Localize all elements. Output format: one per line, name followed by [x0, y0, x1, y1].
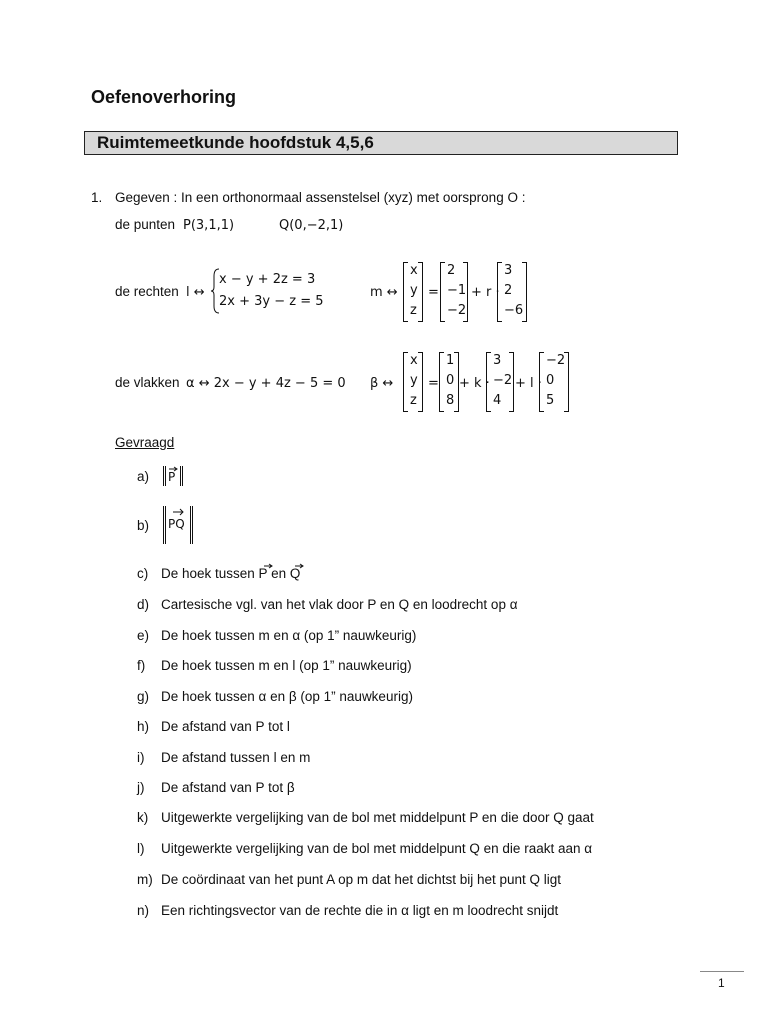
page-title: Oefenoverhoring: [91, 87, 237, 107]
section-title: Ruimtemeetkunde hoofdstuk 4,5,6: [97, 133, 374, 152]
item-key: n): [137, 903, 150, 918]
item-text: De coördinaat van het punt A op m dat het dichtst bij het punt Q ligt: [161, 872, 562, 887]
item-key: b): [137, 518, 150, 533]
item-key: i): [137, 750, 145, 765]
item-key: h): [137, 719, 150, 734]
beta-xyz: x y z: [403, 352, 423, 412]
item-key: k): [137, 810, 149, 825]
item-text: Cartesische vgl. van het vlak door P en Q en loodrecht op α: [161, 597, 518, 612]
item-key: f): [137, 658, 146, 673]
param-r: + r ·: [471, 285, 500, 300]
item-text: Uitgewerkte vergelijking van de bol met middelpunt P en die door Q gaat: [161, 810, 594, 825]
norm-pq-text: PQ: [168, 517, 185, 531]
item-text: De afstand van P tot β: [161, 780, 295, 795]
plane-beta-name: β ↔: [370, 376, 394, 391]
point-p: P(3,1,1): [183, 218, 235, 233]
question-number: 1.: [91, 190, 103, 205]
norm-pq: [163, 506, 193, 544]
beta-dir1-vector: 3 −2 4: [486, 352, 514, 412]
item-key: d): [137, 597, 150, 612]
item-text: De hoek tussen m en l (op 1” nauwkeurig): [161, 658, 412, 673]
item-key: l): [137, 841, 145, 856]
m-direction-vector: 3 2 −6: [497, 262, 527, 322]
vector-arrow-icon: [294, 563, 304, 569]
norm-p-text: P: [168, 470, 176, 484]
item-text: De hoek tussen m en α (op 1” nauwkeurig): [161, 628, 417, 643]
item-key: a): [137, 469, 150, 484]
item-text: De afstand van P tot l: [161, 719, 290, 734]
page-number: 1: [718, 976, 725, 990]
footer-rule: [700, 971, 744, 972]
item-text: De hoek tussen P en Q: [161, 566, 301, 581]
item-key: c): [137, 566, 149, 581]
section-header: [84, 131, 678, 155]
item-text: Een richtingsvector van de rechte die in α ligt en m loodrecht snijdt: [161, 903, 559, 918]
m-point-vector: 2 −1 −2: [440, 262, 468, 322]
norm-p: [163, 466, 183, 486]
lines-label: de rechten: [115, 284, 179, 299]
vector-arrow-icon: [172, 508, 184, 516]
line-l-name: l ↔: [186, 285, 205, 300]
beta-dir2-vector: −2 0 5: [539, 352, 569, 412]
point-q: Q(0,−2,1): [279, 218, 344, 233]
item-text: De hoek tussen α en β (op 1” nauwkeurig): [161, 689, 413, 704]
item-text: Uitgewerkte vergelijking van de bol met middelpunt Q en die raakt aan α: [161, 841, 593, 856]
equals-sign: =: [428, 285, 439, 300]
param-l: + l ·: [515, 376, 542, 391]
vector-xyz: x y z: [403, 262, 423, 322]
asked-heading: Gevraagd: [115, 435, 175, 450]
beta-point-vector: 1 0 8: [439, 352, 459, 412]
points-label: de punten: [115, 217, 176, 232]
item-key: m): [137, 872, 153, 887]
param-k: + k ·: [459, 376, 490, 391]
item-key: j): [137, 780, 145, 795]
item-text: De afstand tussen l en m: [161, 750, 311, 765]
item-key: g): [137, 689, 150, 704]
plane-alpha: α ↔ 2x − y + 4z − 5 = 0: [186, 376, 346, 391]
beta-equals: =: [428, 376, 439, 391]
vector-arrow-icon: [263, 563, 273, 569]
line-l-eq1: x − y + 2z = 3: [219, 272, 316, 287]
item-key: e): [137, 628, 150, 643]
given-text: Gegeven : In een orthonormaal assenstelsel (xyz) met oorsprong O :: [115, 190, 526, 205]
planes-label: de vlakken: [115, 375, 180, 390]
line-m-name: m ↔: [370, 285, 398, 300]
line-l-eq2: 2x + 3y − z = 5: [219, 294, 324, 309]
